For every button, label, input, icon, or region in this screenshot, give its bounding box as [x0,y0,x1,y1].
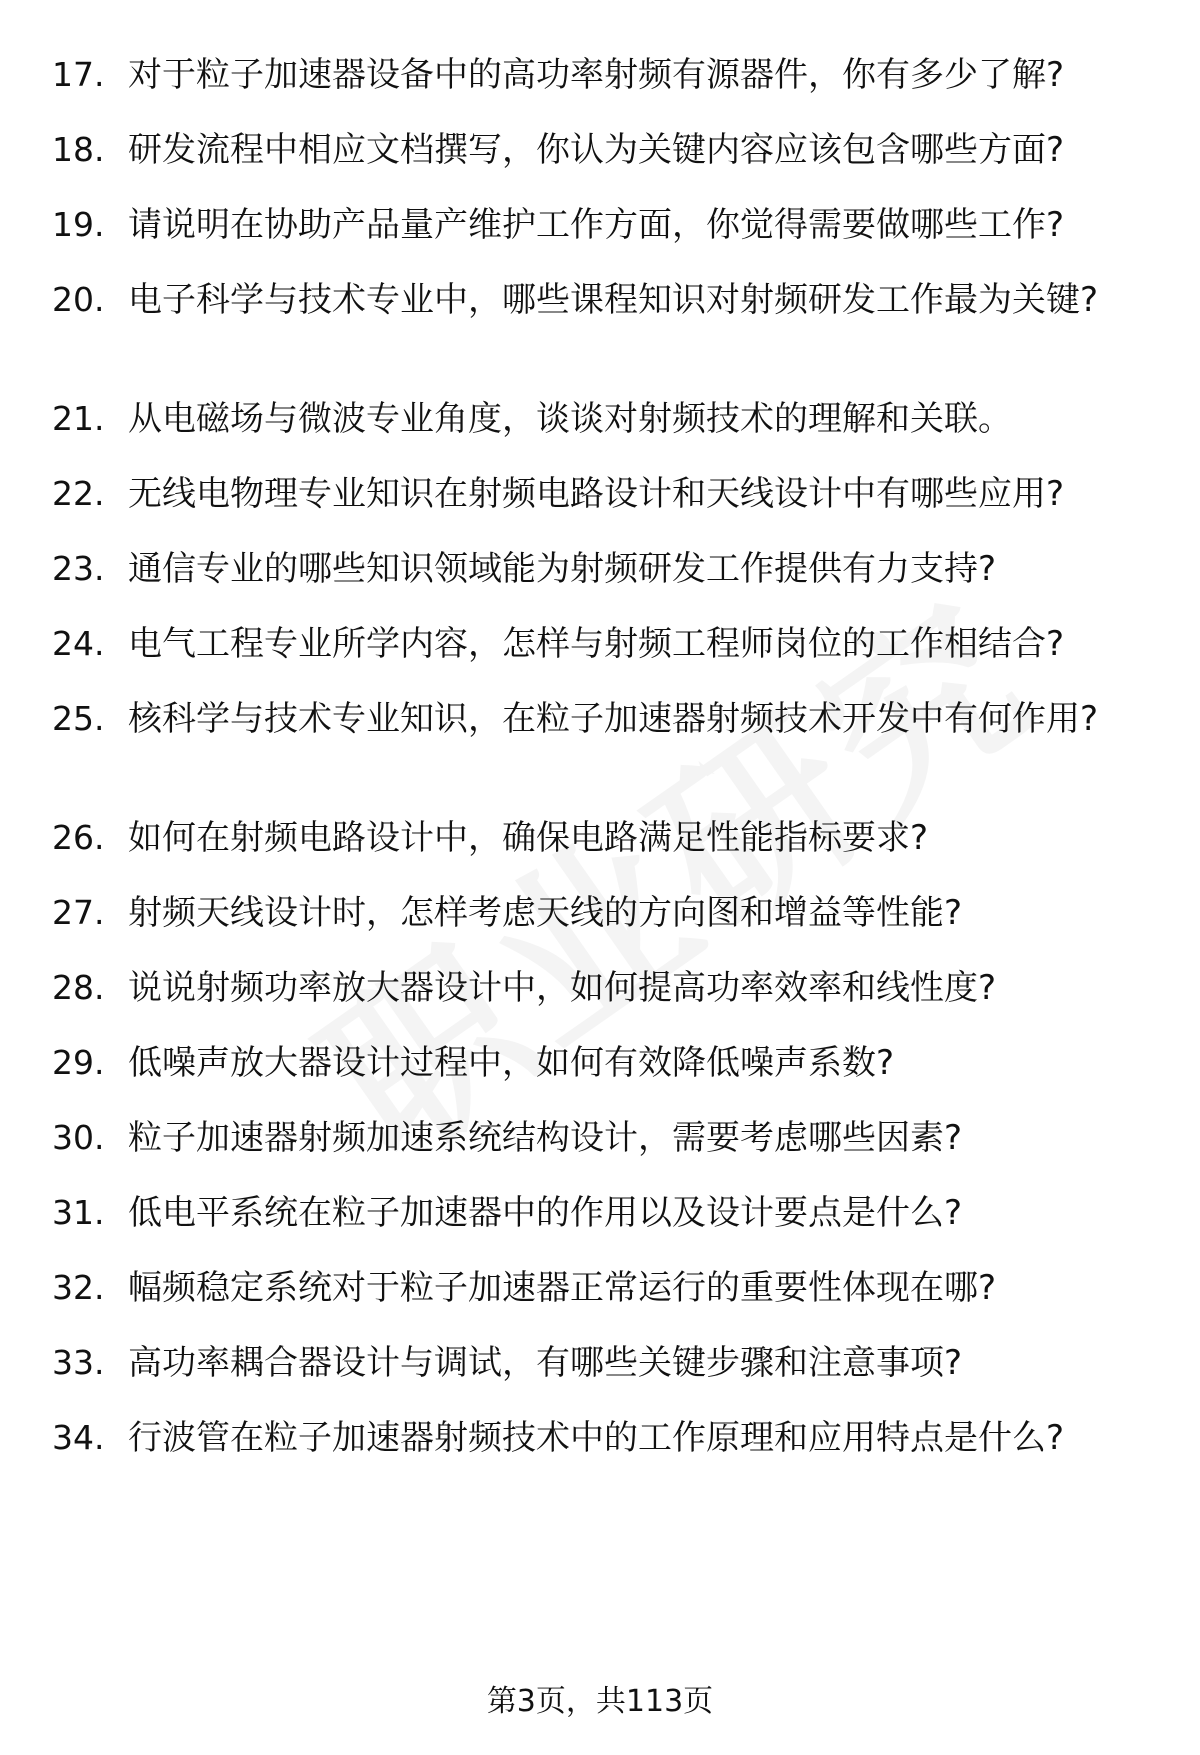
question-number: 26. [52,818,105,857]
question-text: 低噪声放大器设计过程中，如何有效降低噪声系数? [128,1043,895,1083]
question-text: 电气工程专业所学内容，怎样与射频工程师岗位的工作相结合? [128,624,1065,664]
question-number: 23. [52,549,105,588]
question-text: 如何在射频电路设计中，确保电路满足性能指标要求? [128,818,929,858]
question-number: 32. [52,1268,105,1307]
question-number: 17. [52,55,105,94]
question-number: 21. [52,399,105,438]
question-text: 高功率耦合器设计与调试，有哪些关键步骤和注意事项? [128,1343,963,1383]
question-text: 请说明在协助产品量产维护工作方面，你觉得需要做哪些工作? [128,205,1065,245]
question-text: 核科学与技术专业知识，在粒子加速器射频技术开发中有何作用? [128,699,1099,739]
question-text: 射频天线设计时，怎样考虑天线的方向图和增益等性能? [128,893,963,933]
question-text: 对于粒子加速器设备中的高功率射频有源器件，你有多少了解? [128,55,1065,95]
question-text: 说说射频功率放大器设计中，如何提高功率效率和线性度? [128,968,997,1008]
question-number: 31. [52,1193,105,1232]
question-number: 25. [52,699,105,738]
question-number: 34. [52,1418,105,1457]
question-text: 幅频稳定系统对于粒子加速器正常运行的重要性体现在哪? [128,1268,997,1308]
question-text: 从电磁场与微波专业角度，谈谈对射频技术的理解和关联。 [128,399,1012,439]
question-number: 30. [52,1118,105,1157]
question-number: 18. [52,130,105,169]
question-text: 电子科学与技术专业中，哪些课程知识对射频研发工作最为关键? [128,280,1099,320]
page-footer: 第3页，共113页 [486,1684,714,1719]
question-text: 低电平系统在粒子加速器中的作用以及设计要点是什么? [128,1193,963,1233]
question-text: 无线电物理专业知识在射频电路设计和天线设计中有哪些应用? [128,474,1065,514]
question-number: 33. [52,1343,105,1382]
question-text: 研发流程中相应文档撰写，你认为关键内容应该包含哪些方面? [128,130,1065,170]
question-number: 22. [52,474,105,513]
question-number: 28. [52,968,105,1007]
question-text: 粒子加速器射频加速系统结构设计，需要考虑哪些因素? [128,1118,963,1158]
question-number: 19. [52,205,105,244]
question-number: 29. [52,1043,105,1082]
question-text: 行波管在粒子加速器射频技术中的工作原理和应用特点是什么? [128,1418,1065,1458]
question-number: 20. [52,280,105,319]
question-number: 24. [52,624,105,663]
question-text: 通信专业的哪些知识领域能为射频研发工作提供有力支持? [128,549,997,589]
question-number: 27. [52,893,105,932]
